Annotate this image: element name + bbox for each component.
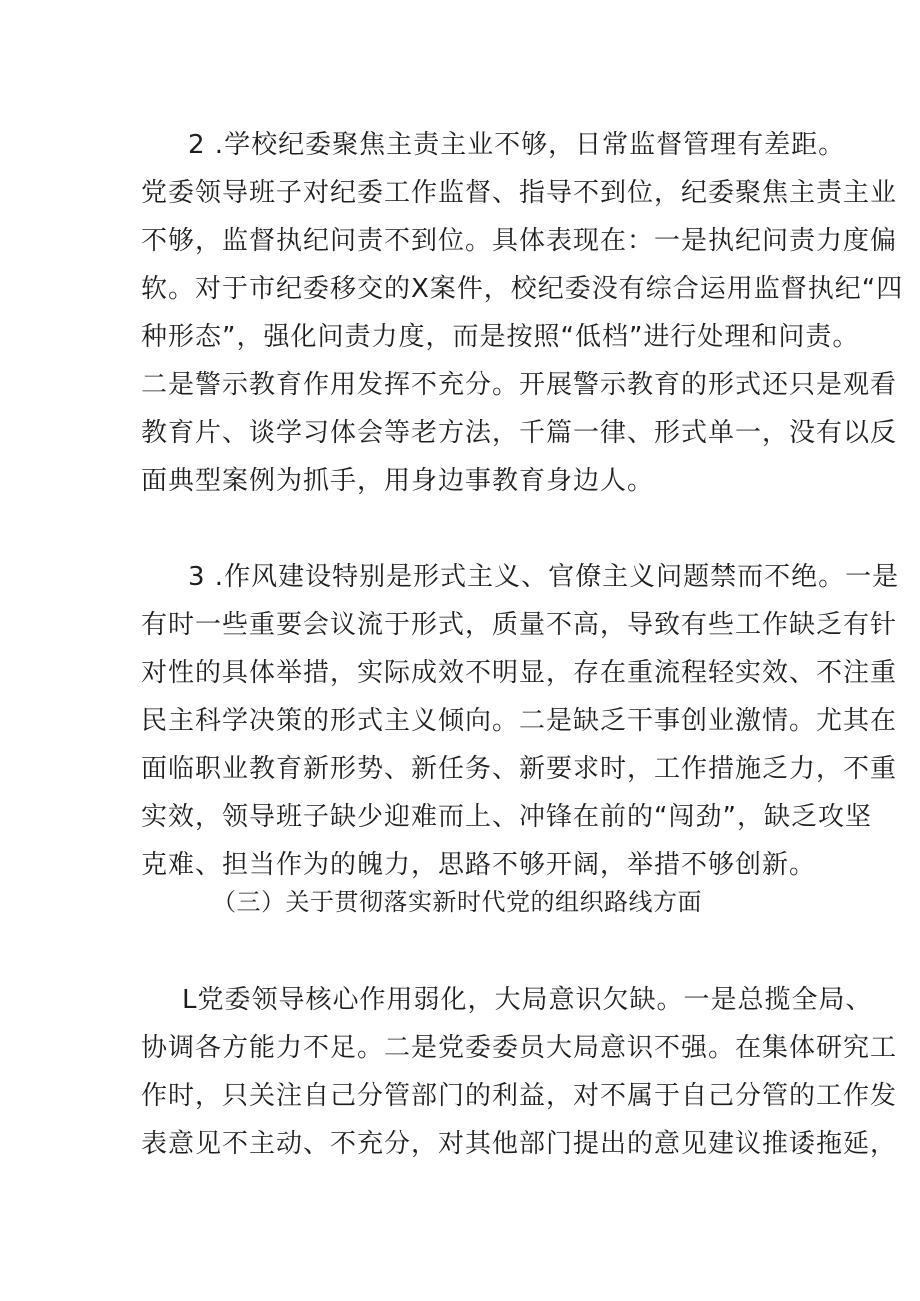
item-2-heading: 2 .学校纪委聚焦主责主业不够，日常监督管理有差距。 [188,130,846,160]
paragraph-line: 二是警示教育作用发挥不充分。开展警示教育的形式还只是观看 [141,370,898,400]
paragraph-line: 不够，监督执纪问责不到位。具体表现在：一是执纪问责力度偏 [141,226,898,256]
item-l-heading: L党委领导核心作用弱化，大局意识欠缺。一是总揽全局、 [182,985,873,1015]
paragraph-line: 教育片、谈学习体会等老方法，千篇一律、形式单一，没有以反 [141,418,898,448]
paragraph-line: 协调各方能力不足。二是党委委员大局意识不强。在集体研究工 [141,1033,898,1063]
paragraph-line: 软。对于市纪委移交的X案件，校纪委没有综合运用监督执纪“四 [141,274,904,304]
section-heading: （三）关于贯彻落实新时代党的组织路线方面 [212,888,702,916]
paragraph-line: 面临职业教育新形势、新任务、新要求时，工作措施乏力，不重 [141,754,898,784]
paragraph-line: 实效，领导班子缺少迎难而上、冲锋在前的“闯劲”，缺乏攻坚 [141,802,872,832]
paragraph-line: 有时一些重要会议流于形式，质量不高，导致有些工作缺乏有针 [141,610,898,640]
item-3-heading: 3 .作风建设特别是形式主义、官僚主义问题禁而不绝。一是 [188,562,900,592]
paragraph-line: 对性的具体举措，实际成效不明显，存在重流程轻实效、不注重 [141,658,898,688]
paragraph-line: 克难、担当作为的魄力，思路不够开阔，举措不够创新。 [141,850,817,880]
paragraph-line: 种形态”，强化问责力度，而是按照“低档”进行处理和问责。 [141,322,860,352]
paragraph-line: 面典型案例为抓手，用身边事教育身边人。 [141,466,655,496]
paragraph-line: 党委领导班子对纪委工作监督、指导不到位，纪委聚焦主责主业 [141,178,898,208]
paragraph-line: 作时，只关注自己分管部门的利益，对不属于自己分管的工作发 [141,1081,898,1111]
paragraph-line: 民主科学决策的形式主义倾向。二是缺乏干事创业激情。尤其在 [141,706,898,736]
paragraph-line: 表意见不主动、不充分，对其他部门提出的意见建议推诿拖延， [141,1129,898,1159]
